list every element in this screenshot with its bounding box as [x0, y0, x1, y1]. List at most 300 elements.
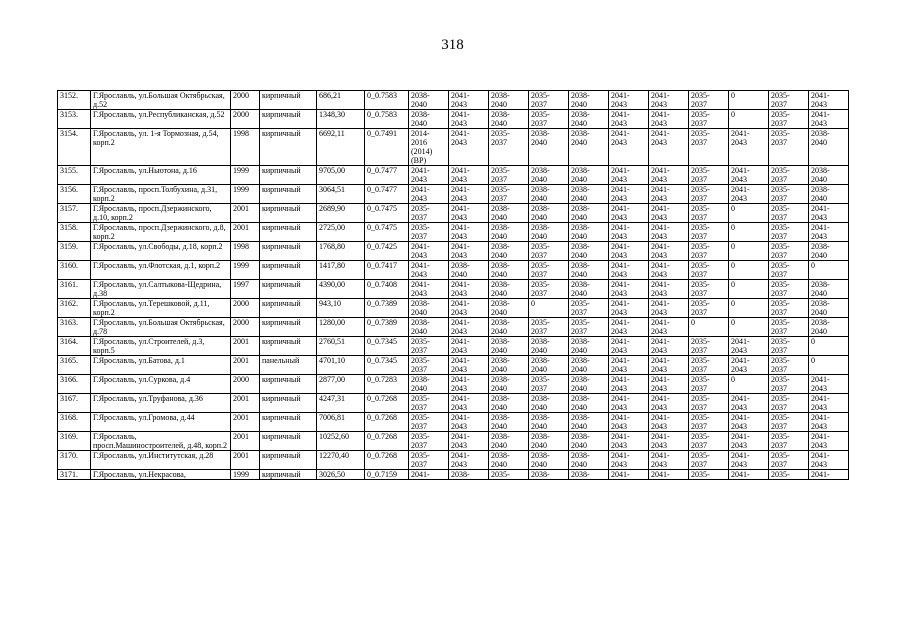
table-row [58, 166, 849, 185]
work-period-cell: 2041- 2043 [609, 318, 649, 337]
work-period-cell: 2038- 2040 [409, 299, 449, 318]
table-row [58, 280, 849, 299]
work-period-cell: 2038- 2040 [569, 451, 609, 470]
work-period-cell: 2041- 2043 [609, 394, 649, 413]
work-period-cell: 2041- 2043 [609, 337, 649, 356]
year-cell: 2000 [231, 110, 260, 129]
index-cell: 0_0.7425 [365, 242, 409, 261]
work-period-cell: 0 [729, 318, 769, 337]
table-row [58, 413, 849, 432]
work-period-cell: 2038- 2040 [809, 129, 849, 166]
work-period-cell: 2035- 2037 [409, 394, 449, 413]
work-period-cell: 2035- 2037 [769, 261, 809, 280]
address-cell: Г.Ярославль, просп.Толбухина, д.31, корп.2 [91, 185, 231, 204]
row-number-cell: 3153. [58, 110, 91, 129]
work-period-cell: 2038- 2040 [529, 223, 569, 242]
work-period-cell: 2041- 2043 [809, 91, 849, 110]
work-period-cell: 2041- 2043 [809, 110, 849, 129]
area-cell: 3026,50 [317, 470, 365, 480]
row-number-cell: 3155. [58, 166, 91, 185]
work-period-cell: 2038- 2040 [489, 337, 529, 356]
work-period-cell: 2035- 2037 [689, 129, 729, 166]
work-period-cell: 2038- 2040 [809, 185, 849, 204]
year-cell: 1999 [231, 261, 260, 280]
material-cell: кирпичный [260, 204, 317, 223]
work-period-cell: 2038- 2040 [569, 185, 609, 204]
work-period-cell: 2035- 2037 [529, 261, 569, 280]
row-number-cell: 3169. [58, 432, 91, 451]
work-period-cell: 0 [729, 110, 769, 129]
row-number-cell: 3163. [58, 318, 91, 337]
index-cell: 0_0.7268 [365, 451, 409, 470]
work-period-cell: 2038- 2040 [569, 242, 609, 261]
work-period-cell: 2038- 2040 [489, 375, 529, 394]
index-cell: 0_0.7283 [365, 375, 409, 394]
address-cell: Г.Ярославль, ул.Республиканская, д.52 [91, 110, 231, 129]
year-cell: 2001 [231, 337, 260, 356]
year-cell: 1997 [231, 280, 260, 299]
work-period-cell: 2035- 2037 [769, 280, 809, 299]
work-period-cell: 2035- 2037 [689, 223, 729, 242]
work-period-cell: 0 [689, 318, 729, 337]
work-period-cell: 0 [809, 356, 849, 375]
work-period-cell: 2035- [489, 470, 529, 480]
year-cell: 1999 [231, 166, 260, 185]
index-cell: 0_0.7477 [365, 166, 409, 185]
material-cell: кирпичный [260, 318, 317, 337]
work-period-cell: 2041- 2043 [649, 261, 689, 280]
work-period-cell: 2035- 2037 [769, 337, 809, 356]
work-period-cell: 2041- 2043 [649, 223, 689, 242]
work-period-cell: 2035- 2037 [769, 91, 809, 110]
table-row [58, 470, 849, 480]
work-period-cell: 0 [809, 261, 849, 280]
table-row [58, 432, 849, 451]
year-cell: 2000 [231, 299, 260, 318]
index-cell: 0_0.7268 [365, 432, 409, 451]
year-cell: 1999 [231, 185, 260, 204]
work-period-cell: 2041- 2043 [729, 413, 769, 432]
area-cell: 4390,00 [317, 280, 365, 299]
address-cell: Г.Ярославль, ул.Батова, д.1 [91, 356, 231, 375]
work-period-cell: 2035- [689, 470, 729, 480]
work-period-cell: 0 [529, 299, 569, 318]
work-period-cell: 2041- 2043 [729, 337, 769, 356]
table-row [58, 451, 849, 470]
area-cell: 2725,00 [317, 223, 365, 242]
work-period-cell: 0 [729, 204, 769, 223]
work-period-cell: 2038- 2040 [489, 280, 529, 299]
work-period-cell: 2041- 2043 [409, 185, 449, 204]
area-cell: 9705,00 [317, 166, 365, 185]
table-row [58, 129, 849, 166]
index-cell: 0_0.7417 [365, 261, 409, 280]
material-cell: кирпичный [260, 166, 317, 185]
material-cell: кирпичный [260, 432, 317, 451]
table-row [58, 91, 849, 110]
year-cell: 2001 [231, 204, 260, 223]
work-period-cell: 2035- 2037 [409, 413, 449, 432]
year-cell: 2001 [231, 451, 260, 470]
table-row [58, 356, 849, 375]
area-cell: 1768,80 [317, 242, 365, 261]
material-cell: кирпичный [260, 185, 317, 204]
material-cell: кирпичный [260, 451, 317, 470]
material-cell: кирпичный [260, 242, 317, 261]
work-period-cell: 2038- 2040 [409, 110, 449, 129]
year-cell: 1998 [231, 242, 260, 261]
row-number-cell: 3157. [58, 204, 91, 223]
work-period-cell: 2038- 2040 [569, 280, 609, 299]
area-cell: 2877,00 [317, 375, 365, 394]
work-period-cell: 2041- 2043 [609, 280, 649, 299]
work-period-cell: 2035- 2037 [689, 204, 729, 223]
material-cell: кирпичный [260, 375, 317, 394]
work-period-cell: 2038- 2040 [569, 356, 609, 375]
work-period-cell: 2041- 2043 [649, 451, 689, 470]
work-period-cell: 2035- 2037 [689, 242, 729, 261]
index-cell: 0_0.7345 [365, 356, 409, 375]
work-period-cell: 2038- 2040 [489, 91, 529, 110]
material-cell: кирпичный [260, 470, 317, 480]
work-period-cell: 2038- 2040 [529, 394, 569, 413]
address-cell: Г.Ярославль, ул.Терешковой, д.11, корп.2 [91, 299, 231, 318]
work-period-cell: 2041- 2043 [609, 299, 649, 318]
work-period-cell: 2041- 2043 [449, 413, 489, 432]
area-cell: 10252,60 [317, 432, 365, 451]
work-period-cell: 2041- 2043 [649, 375, 689, 394]
work-period-cell: 2035- 2037 [769, 413, 809, 432]
work-period-cell: 2038- 2040 [489, 242, 529, 261]
work-period-cell: 2041- 2043 [649, 299, 689, 318]
area-cell: 2689,90 [317, 204, 365, 223]
work-period-cell: 2035- 2037 [489, 129, 529, 166]
year-cell: 2000 [231, 318, 260, 337]
year-cell: 2000 [231, 91, 260, 110]
work-period-cell: 2038- 2040 [529, 337, 569, 356]
work-period-cell: 2035- 2037 [689, 451, 729, 470]
work-period-cell: 2041- 2043 [449, 432, 489, 451]
work-period-cell: 2041- 2043 [609, 261, 649, 280]
material-cell: кирпичный [260, 91, 317, 110]
address-cell: Г.Ярославль, ул.Ньютона, д.16 [91, 166, 231, 185]
address-cell: Г.Ярославль, ул.Некрасова, [91, 470, 231, 480]
table-row [58, 110, 849, 129]
work-period-cell: 2038- 2040 [569, 375, 609, 394]
row-number-cell: 3158. [58, 223, 91, 242]
address-cell: Г.Ярославль, просп.Дзержинского, д.8, корп.2 [91, 223, 231, 242]
area-cell: 12270,40 [317, 451, 365, 470]
index-cell: 0_0.7345 [365, 337, 409, 356]
address-cell: Г.Ярославль, ул.Труфанова, д.36 [91, 394, 231, 413]
work-period-cell: 2041- 2043 [729, 129, 769, 166]
work-period-cell: 2035- 2037 [689, 299, 729, 318]
work-period-cell: 2038- 2040 [569, 261, 609, 280]
work-period-cell: 2038- 2040 [449, 261, 489, 280]
year-cell: 2001 [231, 413, 260, 432]
index-cell: 0_0.7477 [365, 185, 409, 204]
work-period-cell: 2038- 2040 [809, 318, 849, 337]
address-cell: Г.Ярославль, просп.Машиностроителей, д.48, корп.2 [91, 432, 231, 451]
material-cell: кирпичный [260, 394, 317, 413]
work-period-cell: 2035- 2037 [769, 299, 809, 318]
work-period-cell: 2041- [809, 470, 849, 480]
work-period-cell: 2041- 2043 [649, 242, 689, 261]
row-number-cell: 3161. [58, 280, 91, 299]
address-cell: Г.Ярославль, ул.Флотская, д.1, корп.2 [91, 261, 231, 280]
work-period-cell: 2035- 2037 [689, 337, 729, 356]
work-period-cell: 0 [729, 242, 769, 261]
table-row [58, 394, 849, 413]
work-period-cell: 2041- 2043 [409, 242, 449, 261]
work-period-cell: 2038- 2040 [529, 129, 569, 166]
work-period-cell: 2038- 2040 [809, 166, 849, 185]
work-period-cell: 2035- 2037 [769, 204, 809, 223]
address-cell: Г.Ярославль, ул.Большая Октябрьская, д.52 [91, 91, 231, 110]
work-period-cell: 2041- 2043 [649, 280, 689, 299]
area-cell: 1417,80 [317, 261, 365, 280]
area-cell: 6692,11 [317, 129, 365, 166]
material-cell: кирпичный [260, 129, 317, 166]
work-period-cell: 2035- 2037 [409, 356, 449, 375]
work-period-cell: 2014- 2016 (2014) (ВР) [409, 129, 449, 166]
work-period-cell: 2035- 2037 [769, 110, 809, 129]
address-cell: Г.Ярославль, ул.Суркова, д.4 [91, 375, 231, 394]
work-period-cell: 2035- 2037 [689, 166, 729, 185]
work-period-cell: 2041- 2043 [449, 451, 489, 470]
work-period-cell: 2041- 2043 [649, 166, 689, 185]
work-period-cell: 2041- 2043 [609, 91, 649, 110]
work-period-cell: 2041- 2043 [449, 356, 489, 375]
work-period-cell: 2041- 2043 [449, 394, 489, 413]
work-period-cell: 0 [809, 337, 849, 356]
work-period-cell: 2035- 2037 [689, 394, 729, 413]
work-period-cell: 2041- 2043 [809, 375, 849, 394]
work-period-cell: 0 [729, 223, 769, 242]
work-period-cell: 2038- 2040 [409, 318, 449, 337]
address-cell: Г.Ярославль, ул.Громова, д.44 [91, 413, 231, 432]
table-row [58, 223, 849, 242]
work-period-cell: 2038- 2040 [809, 242, 849, 261]
area-cell: 943,10 [317, 299, 365, 318]
work-period-cell: 2041- 2043 [609, 110, 649, 129]
work-period-cell: 2035- 2037 [529, 242, 569, 261]
work-period-cell: 2035- 2037 [689, 375, 729, 394]
table-row [58, 204, 849, 223]
work-period-cell: 2038- 2040 [809, 299, 849, 318]
index-cell: 0_0.7159 [365, 470, 409, 480]
work-period-cell: 2038- 2040 [409, 375, 449, 394]
work-period-cell: 2038- 2040 [489, 432, 529, 451]
work-period-cell: 2041- 2043 [649, 394, 689, 413]
work-period-cell: 2041- 2043 [449, 280, 489, 299]
index-cell: 0_0.7475 [365, 204, 409, 223]
work-period-cell: 0 [729, 375, 769, 394]
work-period-cell: 2041- 2043 [649, 204, 689, 223]
work-period-cell: 2038- 2040 [569, 394, 609, 413]
material-cell: кирпичный [260, 337, 317, 356]
index-cell: 0_0.7389 [365, 299, 409, 318]
work-period-cell: 2041- 2043 [449, 223, 489, 242]
work-period-cell: 2035- 2037 [769, 451, 809, 470]
work-period-cell: 2035- 2037 [769, 242, 809, 261]
work-period-cell: 2038- 2040 [489, 299, 529, 318]
area-cell: 4247,31 [317, 394, 365, 413]
work-period-cell: 2041- 2043 [609, 451, 649, 470]
work-period-cell: 2035- 2037 [409, 432, 449, 451]
row-number-cell: 3167. [58, 394, 91, 413]
material-cell: кирпичный [260, 261, 317, 280]
work-period-cell: 2035- 2037 [769, 432, 809, 451]
table-row [58, 337, 849, 356]
work-period-cell: 2041- 2043 [649, 337, 689, 356]
area-cell: 2760,51 [317, 337, 365, 356]
table-row [58, 318, 849, 337]
year-cell: 1998 [231, 129, 260, 166]
index-cell: 0_0.7408 [365, 280, 409, 299]
year-cell: 2001 [231, 223, 260, 242]
work-period-cell: 2038- 2040 [809, 280, 849, 299]
work-period-cell: 2038- 2040 [529, 432, 569, 451]
work-period-cell: 2041- 2043 [449, 337, 489, 356]
work-period-cell: 2038- [449, 470, 489, 480]
row-number-cell: 3156. [58, 185, 91, 204]
work-period-cell: 2035- 2037 [409, 451, 449, 470]
work-period-cell: 2038- 2040 [529, 185, 569, 204]
table-row [58, 242, 849, 261]
work-period-cell: 2038- 2040 [489, 261, 529, 280]
work-period-cell: 2041- 2043 [809, 394, 849, 413]
index-cell: 0_0.7268 [365, 394, 409, 413]
work-period-cell: 2038- 2040 [489, 413, 529, 432]
work-period-cell: 2041- 2043 [609, 413, 649, 432]
work-period-cell: 2041- 2043 [449, 204, 489, 223]
year-cell: 2001 [231, 356, 260, 375]
work-period-cell: 2038- 2040 [569, 223, 609, 242]
work-period-cell: 2038- 2040 [489, 451, 529, 470]
row-number-cell: 3165. [58, 356, 91, 375]
work-period-cell: 2041- 2043 [649, 91, 689, 110]
work-period-cell: 2041- 2043 [649, 129, 689, 166]
row-number-cell: 3160. [58, 261, 91, 280]
row-number-cell: 3159. [58, 242, 91, 261]
work-period-cell: 2035- 2037 [689, 432, 729, 451]
work-period-cell: 2035- 2037 [529, 375, 569, 394]
work-period-cell: 0 [729, 299, 769, 318]
row-number-cell: 3162. [58, 299, 91, 318]
work-period-cell: 2041- 2043 [449, 185, 489, 204]
work-period-cell: 2035- 2037 [489, 185, 529, 204]
work-period-cell: 2041- 2043 [449, 242, 489, 261]
work-period-cell: 2035- 2037 [769, 166, 809, 185]
work-period-cell: 2035- 2037 [769, 129, 809, 166]
work-period-cell: 2041- 2043 [409, 166, 449, 185]
work-period-cell: 2035- 2037 [529, 91, 569, 110]
work-period-cell: 2041- 2043 [649, 185, 689, 204]
work-period-cell: 2035- 2037 [409, 204, 449, 223]
work-period-cell: 2038- 2040 [569, 337, 609, 356]
row-number-cell: 3170. [58, 451, 91, 470]
address-cell: Г.Ярославль, просп.Дзержинского, д.10, корп.2 [91, 204, 231, 223]
work-period-cell: 2041- 2043 [609, 185, 649, 204]
work-period-cell: 2041- 2043 [609, 129, 649, 166]
work-period-cell: 2038- 2040 [569, 91, 609, 110]
work-period-cell: 2038- 2040 [529, 356, 569, 375]
address-cell: Г.Ярославль, ул. 1-я Тормозная, д.54, корп.2 [91, 129, 231, 166]
material-cell: кирпичный [260, 299, 317, 318]
work-period-cell: 2038- 2040 [529, 166, 569, 185]
work-period-cell: 2041- 2043 [649, 318, 689, 337]
table-body [58, 91, 849, 480]
work-period-cell: 2041- 2043 [409, 280, 449, 299]
work-period-cell: 2041- [609, 470, 649, 480]
work-period-cell: 2035- 2037 [529, 318, 569, 337]
work-period-cell: 2041- 2043 [809, 413, 849, 432]
work-period-cell: 2035- 2037 [769, 223, 809, 242]
work-period-cell: 0 [729, 280, 769, 299]
work-period-cell: 2038- 2040 [569, 110, 609, 129]
work-period-cell: 2035- 2037 [689, 110, 729, 129]
work-period-cell: 2038- [569, 470, 609, 480]
address-cell: Г.Ярославль, ул.Строителей, д.3, корп.5 [91, 337, 231, 356]
work-period-cell: 2041- 2043 [449, 129, 489, 166]
work-period-cell: 2035- 2037 [409, 223, 449, 242]
work-period-cell: 2035- 2037 [529, 110, 569, 129]
material-cell: кирпичный [260, 223, 317, 242]
area-cell: 1280,00 [317, 318, 365, 337]
work-period-cell: 2038- 2040 [489, 394, 529, 413]
work-period-cell: 2041- 2043 [609, 432, 649, 451]
work-period-cell: 2035- 2037 [769, 318, 809, 337]
work-period-cell: 2035- 2037 [769, 185, 809, 204]
work-period-cell: 2041- 2043 [449, 299, 489, 318]
area-cell: 4701,10 [317, 356, 365, 375]
work-period-cell: 2041- [649, 470, 689, 480]
work-period-cell: 2041- 2043 [449, 166, 489, 185]
housing-register-table [57, 90, 849, 480]
work-period-cell: 2038- 2040 [489, 318, 529, 337]
year-cell: 2001 [231, 432, 260, 451]
work-period-cell: 2038- 2040 [529, 204, 569, 223]
material-cell: кирпичный [260, 413, 317, 432]
material-cell: панельный [260, 356, 317, 375]
work-period-cell: 2035- 2037 [689, 261, 729, 280]
area-cell: 686,21 [317, 91, 365, 110]
work-period-cell: 2041- 2043 [809, 204, 849, 223]
work-period-cell: 2035- 2037 [529, 280, 569, 299]
work-period-cell: 2035- 2037 [489, 166, 529, 185]
work-period-cell: 2041- 2043 [729, 394, 769, 413]
work-period-cell: 2038- 2040 [529, 451, 569, 470]
work-period-cell: 2038- 2040 [489, 223, 529, 242]
work-period-cell: 2041- 2043 [729, 432, 769, 451]
work-period-cell: 2041- 2043 [729, 185, 769, 204]
work-period-cell: 2038- 2040 [569, 166, 609, 185]
row-number-cell: 3171. [58, 470, 91, 480]
work-period-cell: 2038- 2040 [529, 413, 569, 432]
page-number: 318 [441, 37, 464, 53]
table-row [58, 299, 849, 318]
work-period-cell: 2041- 2043 [809, 223, 849, 242]
material-cell: кирпичный [260, 110, 317, 129]
work-period-cell: 2041- 2043 [729, 356, 769, 375]
work-period-cell: 2041- 2043 [409, 261, 449, 280]
work-period-cell: 2035- 2037 [689, 280, 729, 299]
work-period-cell: 2041- 2043 [609, 242, 649, 261]
work-period-cell: 2041- [409, 470, 449, 480]
index-cell: 0_0.7583 [365, 110, 409, 129]
row-number-cell: 3168. [58, 413, 91, 432]
